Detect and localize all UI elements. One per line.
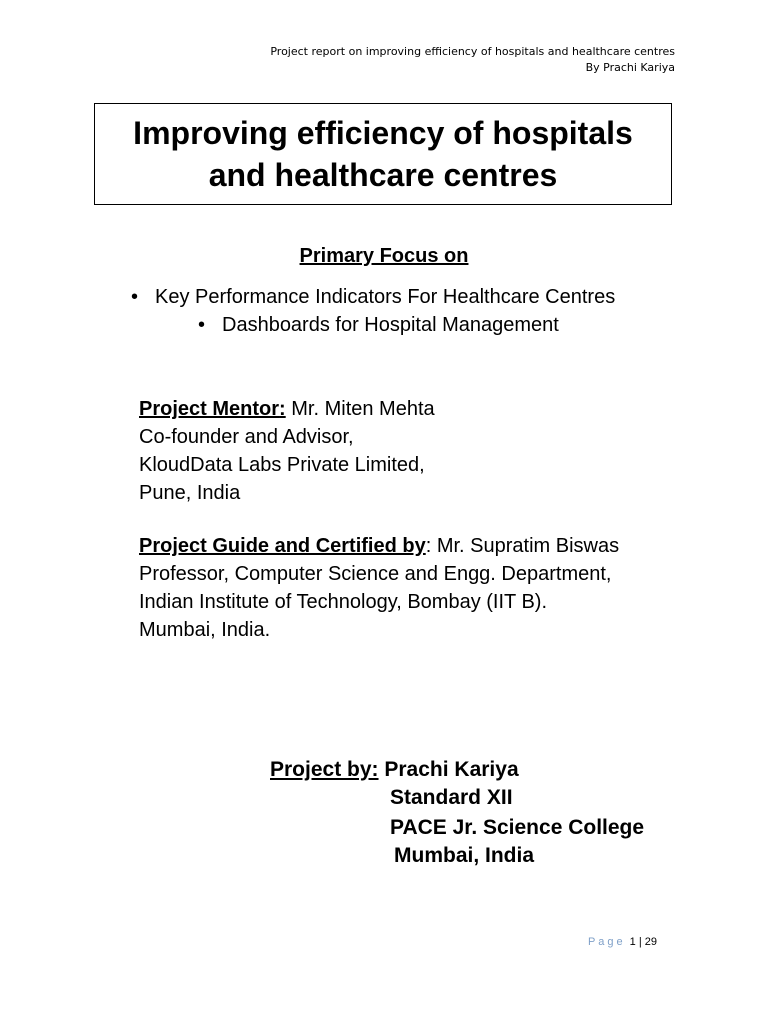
running-header-title: Project report on improving efficiency of hospitals and healthcare centres [270,45,675,58]
mentor-detail: Pune, India [139,482,241,504]
page-word: Page [587,936,626,948]
page-current: 1 [629,936,636,948]
focus-heading: Primary Focus on [299,245,469,267]
page-separator: | [638,936,642,948]
project-by-detail: Mumbai, India [394,844,535,867]
mentor-detail: Co-founder and Advisor, [139,426,354,448]
project-by-detail: PACE Jr. Science College [390,816,645,839]
page-total: 29 [644,936,657,948]
guide-line: Project Guide and Certified by: Mr. Supratim Biswas [139,535,620,557]
bullet-icon: • [198,314,206,336]
project-by-name: Prachi Kariya [384,758,519,781]
mentor-block [139,395,435,507]
mentor-detail: KloudData Labs Private Limited, [139,454,425,476]
project-by-line [270,756,519,784]
focus-item-text: Key Performance Indicators For Healthcare Centres [155,286,616,308]
mentor-line: Project Mentor: Mr. Miten Mehta [139,398,435,420]
project-by-label: Project by: [270,758,379,781]
guide-detail: Professor, Computer Science and Engg. Department, [139,563,612,585]
guide-name: Mr. Supratim Biswas [436,535,620,557]
bullet-icon: • [131,286,139,308]
title-box [94,103,672,205]
mentor-label: Project Mentor [139,398,280,420]
guide-detail: Indian Institute of Technology, Bombay (IIT B). [139,591,547,613]
focus-item [131,285,616,309]
focus-item [198,313,559,337]
guide-block [139,532,619,644]
focus-item-text: Dashboards for Hospital Management [222,314,559,336]
title-line-1: Improving efficiency of hospitals [133,115,633,151]
mentor-name: Mr. Miten Mehta [291,398,435,420]
project-by-detail: Standard XII [390,786,513,809]
title-line-2: and healthcare centres [208,157,558,193]
guide-detail: Mumbai, India. [139,619,271,641]
guide-label: Project Guide and Certified by [139,535,426,557]
page-number-footer [588,936,657,948]
running-header-author: By Prachi Kariya [585,61,675,74]
